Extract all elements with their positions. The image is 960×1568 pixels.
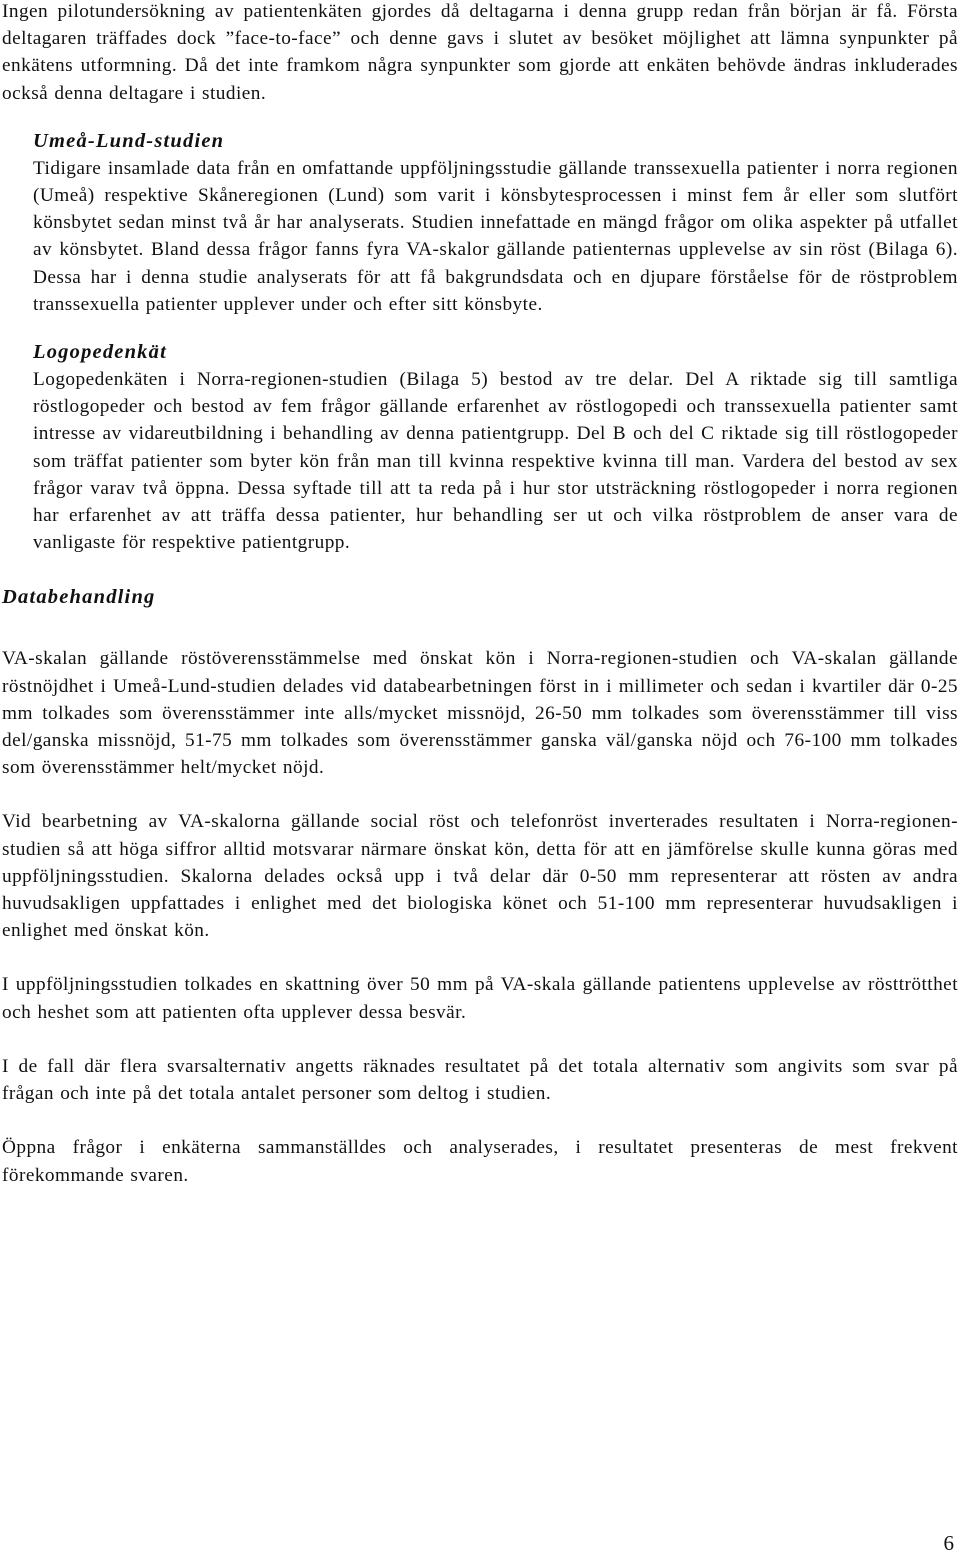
- databehandling-paragraph-5: Öppna frågor i enkäterna sammanställdes och analyserades, i resultatet presenteras de mest frekvent förekommande svaren.: [2, 1137, 958, 1186]
- spacer: [2, 781, 958, 808]
- logopedenkat-heading: Logopedenkät: [33, 341, 167, 364]
- spacer: [2, 318, 958, 338]
- databehandling-paragraph-3: I uppföljningsstudien tolkades en skattning över 50 mm på VA-skala gällande patientens upplevelse av rösttrötthet och heshet som att patienten ofta upplever dessa besvär.: [2, 974, 958, 1023]
- umea-lund-paragraph: Tidigare insamlade data från en omfattande uppföljningsstudie gällande transsexuella patienter i norra regionen (Umeå) respektive Skåneregionen (Lund) som varit i könsbytesprocessen i minst fem år eller som slutfört könsbytet sedan minst två år har analyserats. Studien innefattade en mängd frågor om olika aspekter på utfallet av könsbytet. Bland dessa frågor fanns fyra VA-skalor gällande patienternas upplevelse av sin röst (Bilaga 6). Dessa har i denna studie analyserats för att få bakgrundsdata och en djupare förståelse för de röstproblem transsexuella patienter upplever under och efter sitt könsbyte.: [33, 157, 958, 315]
- document-page: [2, 0, 958, 1189]
- spacer: [2, 107, 958, 127]
- databehandling-paragraph-1: VA-skalan gällande röstöverensstämmelse med önskat kön i Norra-regionen-studien och VA-skalan gällande röstnöjdhet i Umeå-Lund-studien delades vid databearbetningen först in i millimeter och sedan i kvartiler där 0-25 mm tolkades som överensstämmer inte alls/mycket missnöjd, 26-50 mm tolkades som överensstämmer till viss del/ganska missnöjd, 51-75 mm tolkades som överensstämmer ganska väl/ganska nöjd och 76-100 mm tolkades som överensstämmer helt/mycket nöjd.: [2, 648, 958, 779]
- logopedenkat-section: [33, 338, 958, 556]
- logopedenkat-paragraph: Logopedenkäten i Norra-regionen-studien (Bilaga 5) bestod av tre delar. Del A riktade sig till samtliga röstlogopeder och bestod av fem frågor gällande erfarenhet av röstlogopedi och transsexuella patienter samt intresse av vidareutbildning i behandling av denna patientgrupp. Del B och del C riktade sig till röstlogopeder som träffat patienter som byter kön från man till kvinna respektive kvinna till man. Vardera del bestod av sex frågor varav två öppna. Dessa syftade till att ta reda på i hur stor utsträckning röstlogopeder i norra regionen har erfarenhet av att träffa dessa patienter, hur behandling ser ut och vilka röstproblem de anser vara de vanligaste för respektive patientgrupp.: [33, 369, 958, 554]
- databehandling-heading: Databehandling: [2, 586, 156, 609]
- umea-lund-heading: Umeå-Lund-studien: [33, 129, 225, 152]
- intro-paragraph: Ingen pilotundersökning av patientenkäten gjordes då deltagarna i denna grupp redan från början är få. Första deltagaren träffades dock ”face-to-face” och denne gavs i slutet av besöket möjlighet att lämna synpunkter på enkätens utformning. Då det inte framkom några synpunkter som gjorde att enkäten behövde ändras inkluderades också denna deltagare i studien.: [2, 1, 958, 104]
- spacer: [2, 944, 958, 971]
- databehandling-paragraph-2: Vid bearbetning av VA-skalorna gällande social röst och telefonröst inverterades resultaten i Norra-regionen-studien så att höga siffror alltid motsvarar närmare önskat kön, detta för att en jämförelse skulle kunna göras med uppföljningsstudien. Skalorna delades också upp i två delar där 0-50 mm representerar att rösten av andra huvudsakligen uppfattades i enlighet med det biologiska könet och 51-100 mm representerar huvudsakligen i enlighet med önskat kön.: [2, 811, 958, 942]
- spacer: [2, 556, 958, 583]
- databehandling-section: [2, 583, 958, 1188]
- spacer: [2, 611, 958, 645]
- umea-lund-section: [33, 127, 958, 318]
- databehandling-paragraph-4: I de fall där flera svarsalternativ angetts räknades resultatet på det totala alternativ som angivits som svar på frågan och inte på det totala antalet personer som deltog i studien.: [2, 1055, 958, 1105]
- spacer: [2, 1107, 958, 1134]
- spacer: [2, 1026, 958, 1053]
- page-number: 6: [943, 1531, 954, 1555]
